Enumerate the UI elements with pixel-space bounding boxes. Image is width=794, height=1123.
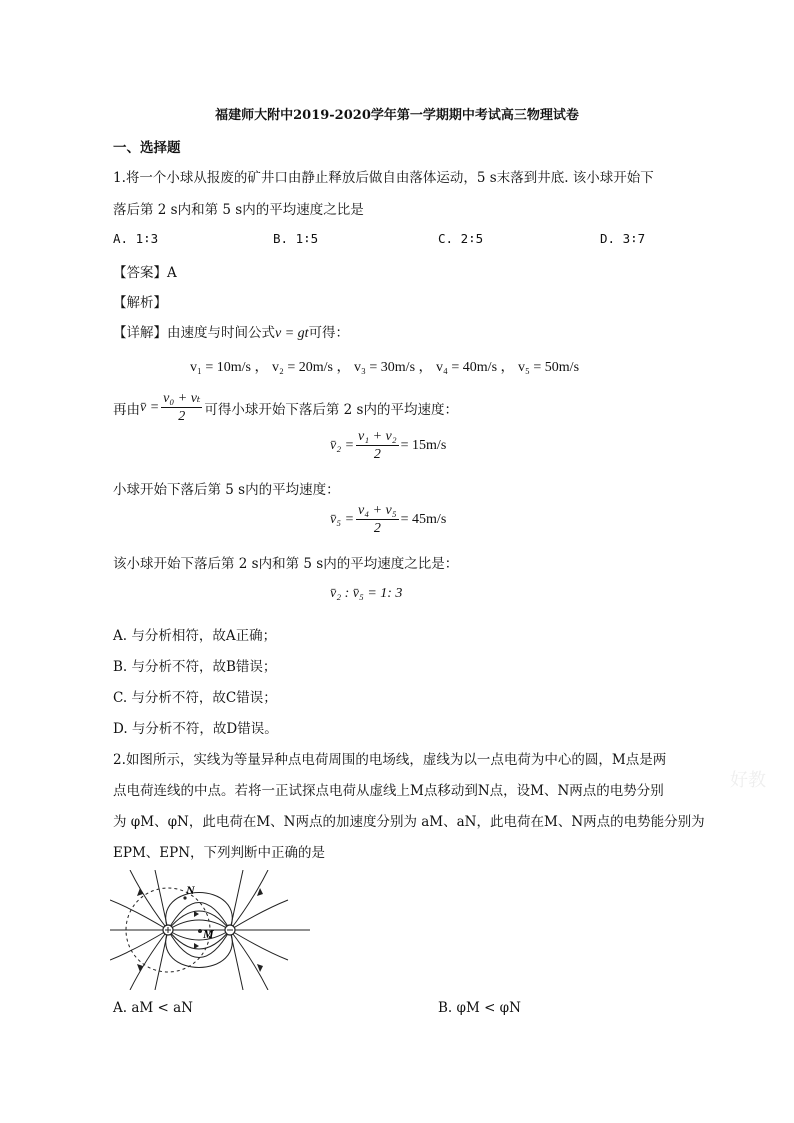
v5-denominator: 2 — [373, 521, 381, 536]
q2-line3: 为 φM、φN，此电荷在M、N两点的加速度分别为 aM、aN，此电荷在M、N两点的电势能分别为 — [113, 814, 705, 830]
q1-option-b: B. 1∶5 — [273, 231, 319, 246]
q1-option-c: C. 2∶5 — [438, 231, 484, 246]
avg-lhs: v̄ = — [140, 399, 160, 415]
q1-detail-line — [113, 321, 349, 342]
watermark: 好教 — [730, 770, 766, 791]
q1-option-d: D. 3∶7 — [600, 231, 646, 246]
field-line-figure — [110, 870, 310, 990]
avg-prefix: 再由 — [113, 401, 140, 418]
avg-denominator: 2 — [178, 409, 186, 424]
q1-stem-line2: 落后第 2 s内和第 5 s内的平均速度之比是 — [113, 202, 364, 218]
avg-suffix: 可得小球开始下落后第 2 s内的平均速度： — [204, 401, 458, 418]
v2-rhs: = 15m/s — [400, 437, 447, 453]
v2-formula — [330, 428, 446, 463]
v2-fraction — [356, 428, 399, 463]
v2-lhs: v̄₂ = — [330, 437, 355, 453]
q1-answer: 【答案】A — [113, 265, 177, 281]
avg-formula-line — [113, 390, 458, 425]
avg-fraction — [161, 390, 202, 425]
detail-suffix: 可得： — [308, 325, 350, 341]
v5-rhs: = 45m/s — [400, 511, 447, 527]
v5-formula — [330, 502, 446, 537]
v2-numerator: v₁ + v₂ — [358, 429, 397, 444]
q2-option-b: B. φM < φN — [438, 1000, 521, 1016]
velocity-list: v₁ = 10m/s ， v₂ = 20m/s ， v₃ = 30m/s ， v₄ = 40m/s ， v₅ = 50m/s — [190, 360, 580, 375]
line-5s: 小球开始下落后第 5 s内的平均速度： — [113, 482, 340, 498]
label-m: M — [203, 927, 214, 941]
q1-stem-line1: 1.将一个小球从报废的矿井口由静止释放后做自由落体运动，5 s末落到井底. 该小球开始下 — [113, 170, 654, 186]
verdict-d: D. 与分析不符，故D错误。 — [113, 721, 278, 737]
verdict-c: C. 与分析不符，故C错误； — [113, 690, 277, 706]
q1-option-a: A. 1∶3 — [113, 231, 159, 246]
v5-fraction — [356, 502, 399, 537]
ratio-line: 该小球开始下落后第 2 s内和第 5 s内的平均速度之比是： — [113, 556, 459, 572]
v5-lhs: v̄₅ = — [330, 511, 355, 527]
v5-numerator: v₄ + v₅ — [358, 503, 397, 518]
avg-numerator: v₀ + vₜ — [163, 391, 201, 406]
page-title: 福建师大附中2019-2020学年第一学期期中考试高三物理试卷 — [215, 108, 579, 123]
label-n: N — [186, 883, 195, 897]
section-heading: 一、选择题 — [113, 140, 181, 156]
q2-line2: 点电荷连线的中点。若将一正试探点电荷从虚线上M点移动到N点，设M、N两点的电势分别 — [113, 783, 664, 799]
q2-option-a: A. aM < aN — [113, 1000, 193, 1016]
q1-analysis: 【解析】 — [113, 295, 167, 311]
v2-denominator: 2 — [373, 447, 381, 462]
formula-v-gt: v = gt — [275, 326, 309, 341]
ratio-formula: v̄₂ : v̄₅ = 1: 3 — [330, 586, 403, 601]
q2-line4: EPM、EPN，下列判断中正确的是 — [113, 845, 326, 861]
q2-line1: 2.如图所示，实线为等量异种点电荷周围的电场线，虚线为以一点电荷为中心的圆，M点是两 — [113, 752, 667, 768]
verdict-b: B. 与分析不符，故B错误； — [113, 659, 277, 675]
verdict-a: A. 与分析相符，故A正确； — [113, 628, 277, 644]
detail-prefix: 【详解】由速度与时间公式 — [113, 325, 275, 341]
